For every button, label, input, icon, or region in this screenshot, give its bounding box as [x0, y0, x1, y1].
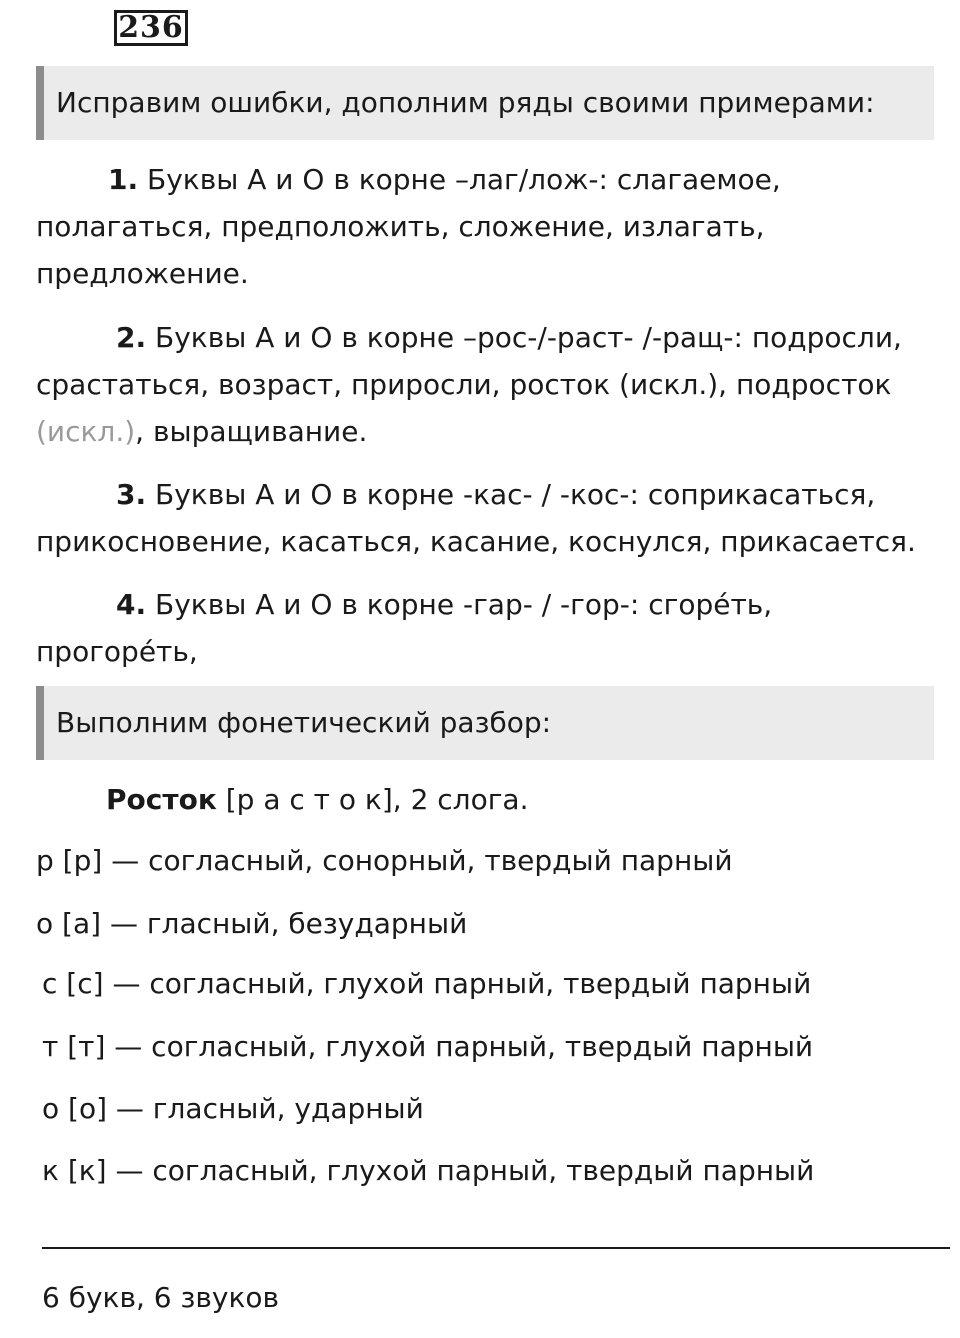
phonetic-word-line	[106, 782, 528, 818]
section-heading-phonetic: Выполним фонетический разбор:	[36, 686, 934, 760]
rule-examples: прикосновение, касаться, касание, коснулся, прикасается.	[36, 525, 916, 558]
rule-2	[36, 314, 936, 455]
rule-lead: Буквы А и О в корне –лаг/лож-: слагаемое,	[147, 163, 781, 196]
sound-row: к [к] — согласный, глухой парный, твердый парный	[42, 1154, 815, 1187]
rule-examples: срастаться, возраст, приросли, росток (искл.), подросток	[36, 368, 892, 401]
rule-number: 2.	[116, 321, 147, 354]
rule-lead: Буквы А и О в корне -кас- / -кос-: соприкасаться,	[155, 478, 876, 511]
rule-examples: предложение.	[36, 257, 249, 290]
exception-note: (искл.)	[36, 415, 136, 448]
rule-examples: , выращивание.	[135, 415, 368, 448]
rule-number: 3.	[116, 478, 147, 511]
sound-row: о [а] — гласный, безударный	[36, 907, 468, 940]
rule-lead: Буквы А и О в корне –рос-/-раст- /-ращ-: подросли,	[155, 321, 902, 354]
sound-row: р [р] — согласный, сонорный, твердый парный	[36, 844, 733, 877]
transcription: [р а с т о к], 2 слога.	[225, 783, 529, 816]
summary: 6 букв, 6 звуков	[42, 1281, 279, 1314]
rule-number: 1.	[108, 163, 139, 196]
sound-row: т [т] — согласный, глухой парный, твердый парный	[42, 1030, 814, 1063]
divider	[42, 1247, 950, 1249]
rule-1	[36, 156, 936, 297]
section-heading-corrections: Исправим ошибки, дополним ряды своими примерами:	[36, 66, 934, 140]
exercise-number: 236	[114, 10, 188, 46]
analyzed-word: Росток	[106, 783, 217, 816]
sound-row: с [с] — согласный, глухой парный, твердый парный	[42, 967, 812, 1000]
rule-3	[36, 471, 936, 565]
sound-row: о [о] — гласный, ударный	[42, 1092, 424, 1125]
rule-number: 4.	[116, 588, 147, 621]
rule-lead: Буквы А и О в корне -гар- / -гор-: сгорéть, прогорéть,	[36, 588, 773, 668]
rule-examples: полагаться, предположить, сложение, излагать,	[36, 210, 765, 243]
